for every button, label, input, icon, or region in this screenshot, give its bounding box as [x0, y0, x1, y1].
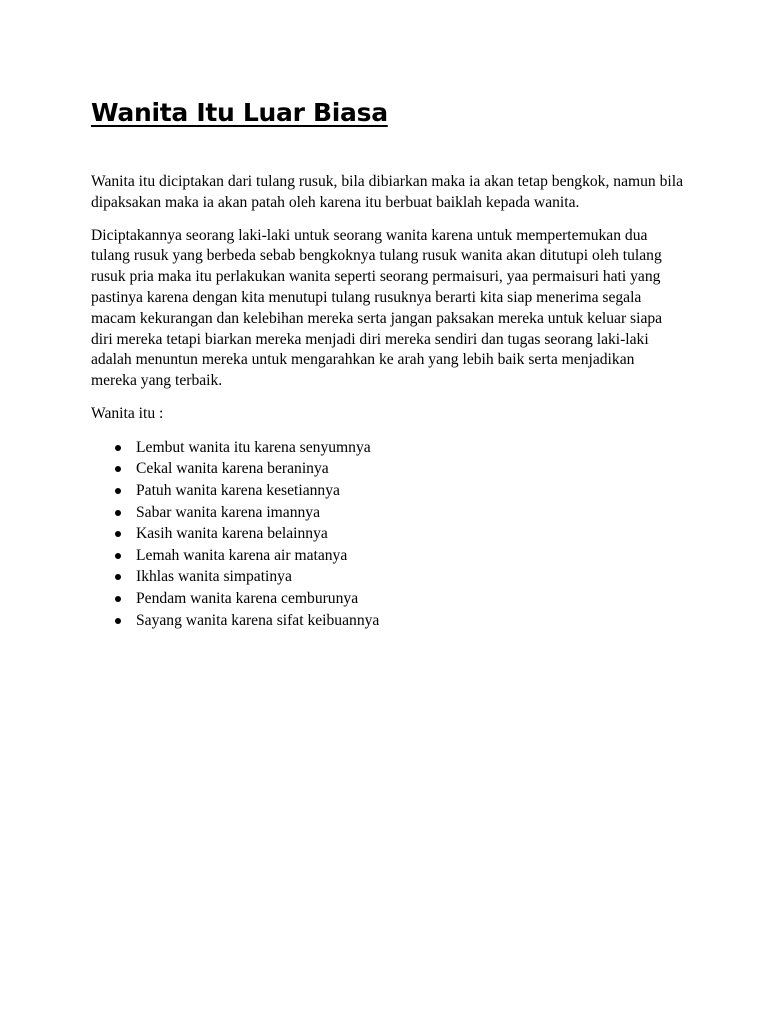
paragraph-intro: Wanita itu diciptakan dari tulang rusuk, bila dibiarkan maka ia akan tetap bengkok, namun bila dipaksakan maka ia akan patah oleh karena itu berbuat baiklah kepada wanita. — [91, 173, 683, 211]
list-item — [91, 588, 676, 610]
bullet-icon — [115, 553, 121, 559]
bullet-icon — [115, 574, 121, 580]
list-item-text: Sabar wanita karena imannya — [136, 503, 321, 521]
list-item-text: Lembut wanita itu karena senyumnya — [136, 438, 371, 456]
list-item — [91, 480, 676, 502]
bullet-icon — [115, 596, 121, 602]
list-item — [91, 566, 676, 588]
list-item — [91, 610, 676, 632]
list-item-text: Pendam wanita karena cemburunya — [136, 589, 359, 607]
bullet-icon — [115, 618, 121, 624]
list-item — [91, 523, 676, 545]
bullet-icon — [115, 531, 121, 537]
list-item-text: Patuh wanita karena kesetiannya — [136, 481, 340, 499]
paragraph-body: Diciptakannya seorang laki-laki untuk seorang wanita karena untuk mempertemukan dua tulang rusuk yang berbeda sebab bengkoknya tulang rusuk wanita akan ditutupi oleh tulang rusuk pria maka itu perlakukan wanita seperti seorang permaisuri, yaa permaisuri hati yang pastinya karena dengan kita menutupi tulang rusuknya berarti kita siap menerima segala macam kekurangan dan kelebihan mereka serta jangan paksakan mereka untuk keluar siapa diri mereka tetapi biarkan mereka menjadi diri mereka sendiri dan tugas seorang laki-laki adalah menuntun mereka untuk mengarahkan ke arah yang lebih baik serta menjadikan mereka yang terbaik. — [91, 226, 663, 390]
bullet-list — [91, 437, 676, 631]
paragraph-list-intro: Wanita itu : — [91, 404, 164, 422]
list-item-text: Ikhlas wanita simpatinya — [136, 568, 292, 586]
document-title: Wanita Itu Luar Biasa — [91, 98, 388, 127]
bullet-icon — [115, 510, 121, 516]
list-item-text: Kasih wanita karena belainnya — [136, 525, 328, 543]
list-item — [91, 458, 676, 480]
bullet-icon — [115, 445, 121, 451]
list-item — [91, 502, 676, 524]
list-item-text: Sayang wanita karena sifat keibuannya — [136, 611, 380, 629]
list-item — [91, 437, 676, 459]
list-item — [91, 545, 676, 567]
list-item-text: Lemah wanita karena air matanya — [136, 546, 348, 564]
bullet-icon — [115, 488, 121, 494]
list-item-text: Cekal wanita karena beraninya — [136, 460, 329, 478]
bullet-icon — [115, 466, 121, 472]
